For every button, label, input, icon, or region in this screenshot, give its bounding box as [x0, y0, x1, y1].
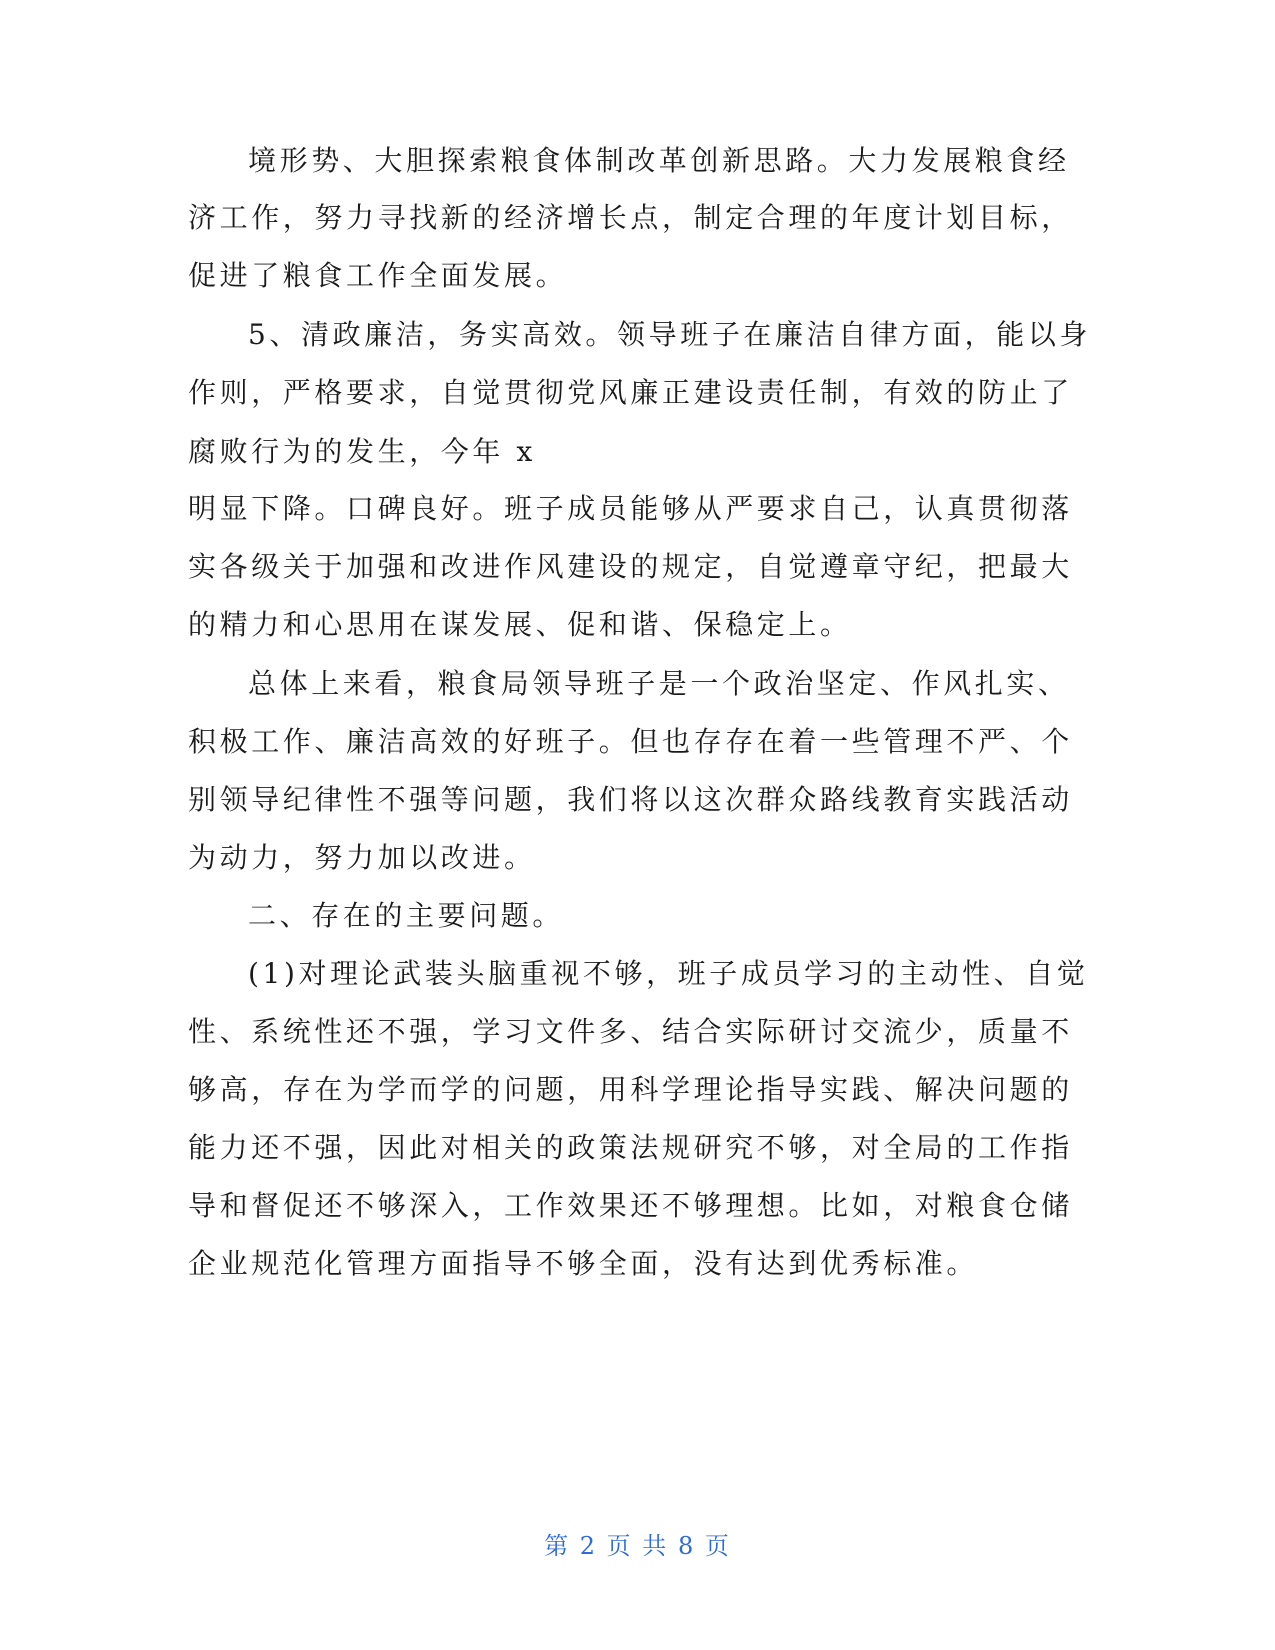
- text-line: 性、系统性还不强，学习文件多、结合实际研讨交流少，质量不: [188, 1015, 1073, 1048]
- text-line: 的精力和心思用在谋发展、促和谐、保稳定上。: [188, 608, 852, 641]
- text-line: 够高，存在为学而学的问题，用科学理论指导实践、解决问题的: [188, 1073, 1073, 1106]
- text-line: 导和督促还不够深入，工作效果还不够理想。比如，对粮食仓储: [188, 1189, 1073, 1222]
- text-line: 境形势、大胆探索粮食体制改革创新思路。大力发展粮食经: [248, 144, 1070, 177]
- text-line: 实各级关于加强和改进作风建设的规定，自觉遵章守纪，把最大: [188, 550, 1073, 583]
- text-line: 明显下降。口碑良好。班子成员能够从严要求自己，认真贯彻落: [188, 492, 1073, 525]
- text-line: 作则，严格要求，自觉贯彻党风廉正建设责任制，有效的防止了: [188, 376, 1073, 409]
- section-heading: 二、存在的主要问题。: [248, 899, 565, 932]
- text-line: 别领导纪律性不强等问题，我们将以这次群众路线教育实践活动: [188, 783, 1073, 816]
- text-line: (1)对理论武装头脑重视不够，班子成员学习的主动性、自觉: [248, 957, 1089, 990]
- text-line: 济工作，努力寻找新的经济增长点，制定合理的年度计划目标，: [188, 201, 1073, 234]
- text-line: 为动力，努力加以改进。: [188, 841, 536, 874]
- text-line: 企业规范化管理方面指导不够全面，没有达到优秀标准。: [188, 1247, 979, 1280]
- text-line: 5、清政廉洁，务实高效。领导班子在廉洁自律方面，能以身: [248, 318, 1092, 351]
- text-line: 腐败行为的发生，今年 x: [188, 435, 536, 468]
- text-line: 能力还不强，因此对相关的政策法规研究不够，对全局的工作指: [188, 1131, 1073, 1164]
- text-line: 积极工作、廉洁高效的好班子。但也存存在着一些管理不严、个: [188, 725, 1073, 758]
- text-line: 总体上来看，粮食局领导班子是一个政治坚定、作风扎实、: [248, 667, 1070, 700]
- text-line: 促进了粮食工作全面发展。: [188, 259, 568, 292]
- page-number-footer: 第 2 页 共 8 页: [544, 1532, 731, 1560]
